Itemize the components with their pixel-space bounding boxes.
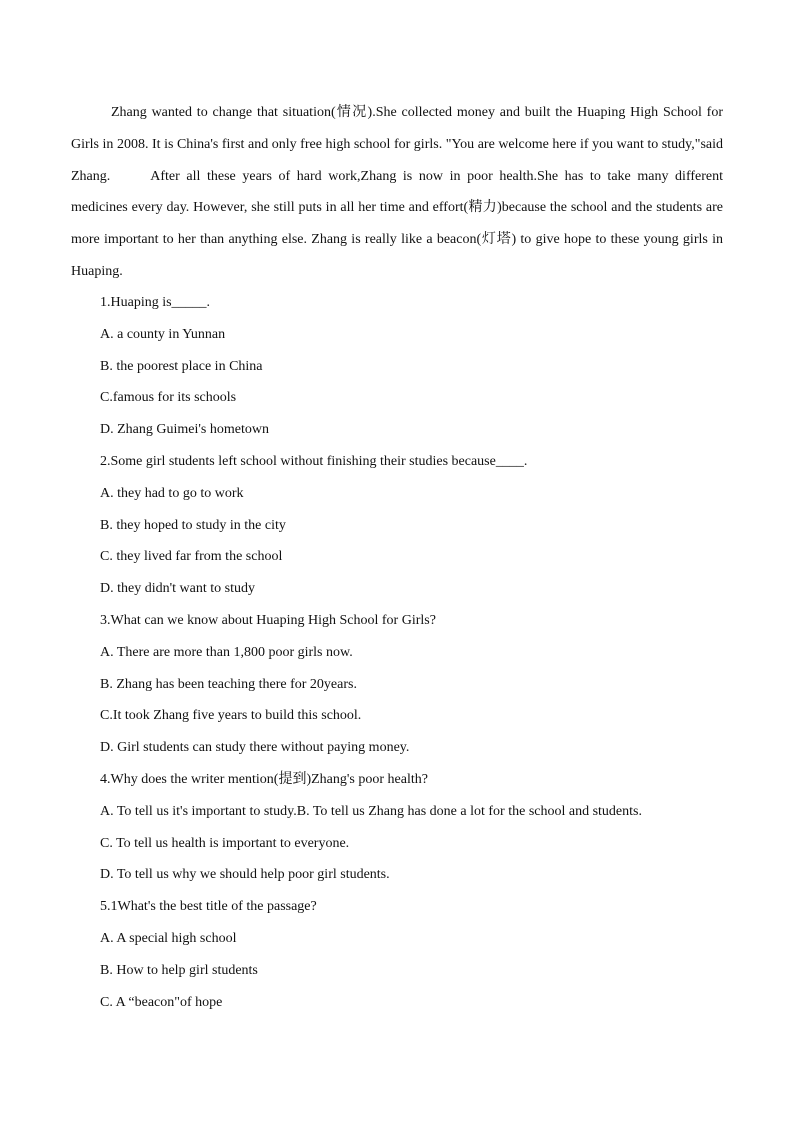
question-4-option-d: D. To tell us why we should help poor girl students.: [100, 867, 390, 883]
question-1-option-d: D. Zhang Guimei's hometown: [100, 422, 269, 438]
question-5-stem: 5.1What's the best title of the passage?: [100, 899, 317, 915]
question-list: [100, 287, 740, 1018]
question-3-option-b: B. Zhang has been teaching there for 20years.: [100, 676, 357, 692]
question-4-option-c: C. To tell us health is important to everyone.: [100, 835, 350, 851]
passage-part-1: Zhang wanted to change that situation(情况).She collected money and built the Huaping High School for Girls in 2008. It is China's first and only free high school for girls. "You are welcome here if you want to study,"said Zhang.: [71, 105, 723, 184]
question-2-option-b: B. they hoped to study in the city: [100, 517, 286, 533]
question-3-stem: 3.What can we know about Huaping High School for Girls?: [100, 612, 436, 628]
question-5-option-b: B. How to help girl students: [100, 962, 258, 978]
question-1-option-a: A. a county in Yunnan: [100, 326, 226, 342]
question-5-option-a: A. A special high school: [100, 930, 237, 946]
question-1-option-b: B. the poorest place in China: [100, 358, 263, 374]
question-1-option-c: C.famous for its schools: [100, 390, 237, 406]
question-2-option-d: D. they didn't want to study: [100, 581, 255, 597]
question-1-stem: 1.Huaping is_____.: [100, 295, 211, 310]
passage-part-2: After all these years of hard work,Zhang is now in poor health.She has to take many different medicines every day. However, she still puts in all her time and effort(精力)because the school and the students are more important to her than anything else. Zhang is really like a beacon(灯塔) to give hope to these young girls in Huaping.: [71, 168, 723, 279]
question-3-option-a: A. There are more than 1,800 poor girls now.: [100, 644, 353, 660]
question-2-stem: 2.Some girl students left school without finishing their studies because____.: [100, 453, 528, 469]
question-2-option-a: A. they had to go to work: [100, 485, 244, 501]
reading-passage: [71, 97, 723, 288]
question-5-option-c: C. A “beacon"of hope: [100, 994, 223, 1010]
question-3-option-d: D. Girl students can study there without paying money.: [100, 740, 410, 756]
question-4-option-ab: A. To tell us it's important to study.B. To tell us Zhang has done a lot for the school and students.: [100, 803, 642, 819]
question-4-stem: 4.Why does the writer mention(提到)Zhang's poor health?: [100, 771, 428, 787]
question-3-option-c: C.It took Zhang five years to build this school.: [100, 708, 362, 724]
question-2-option-c: C. they lived far from the school: [100, 549, 283, 565]
